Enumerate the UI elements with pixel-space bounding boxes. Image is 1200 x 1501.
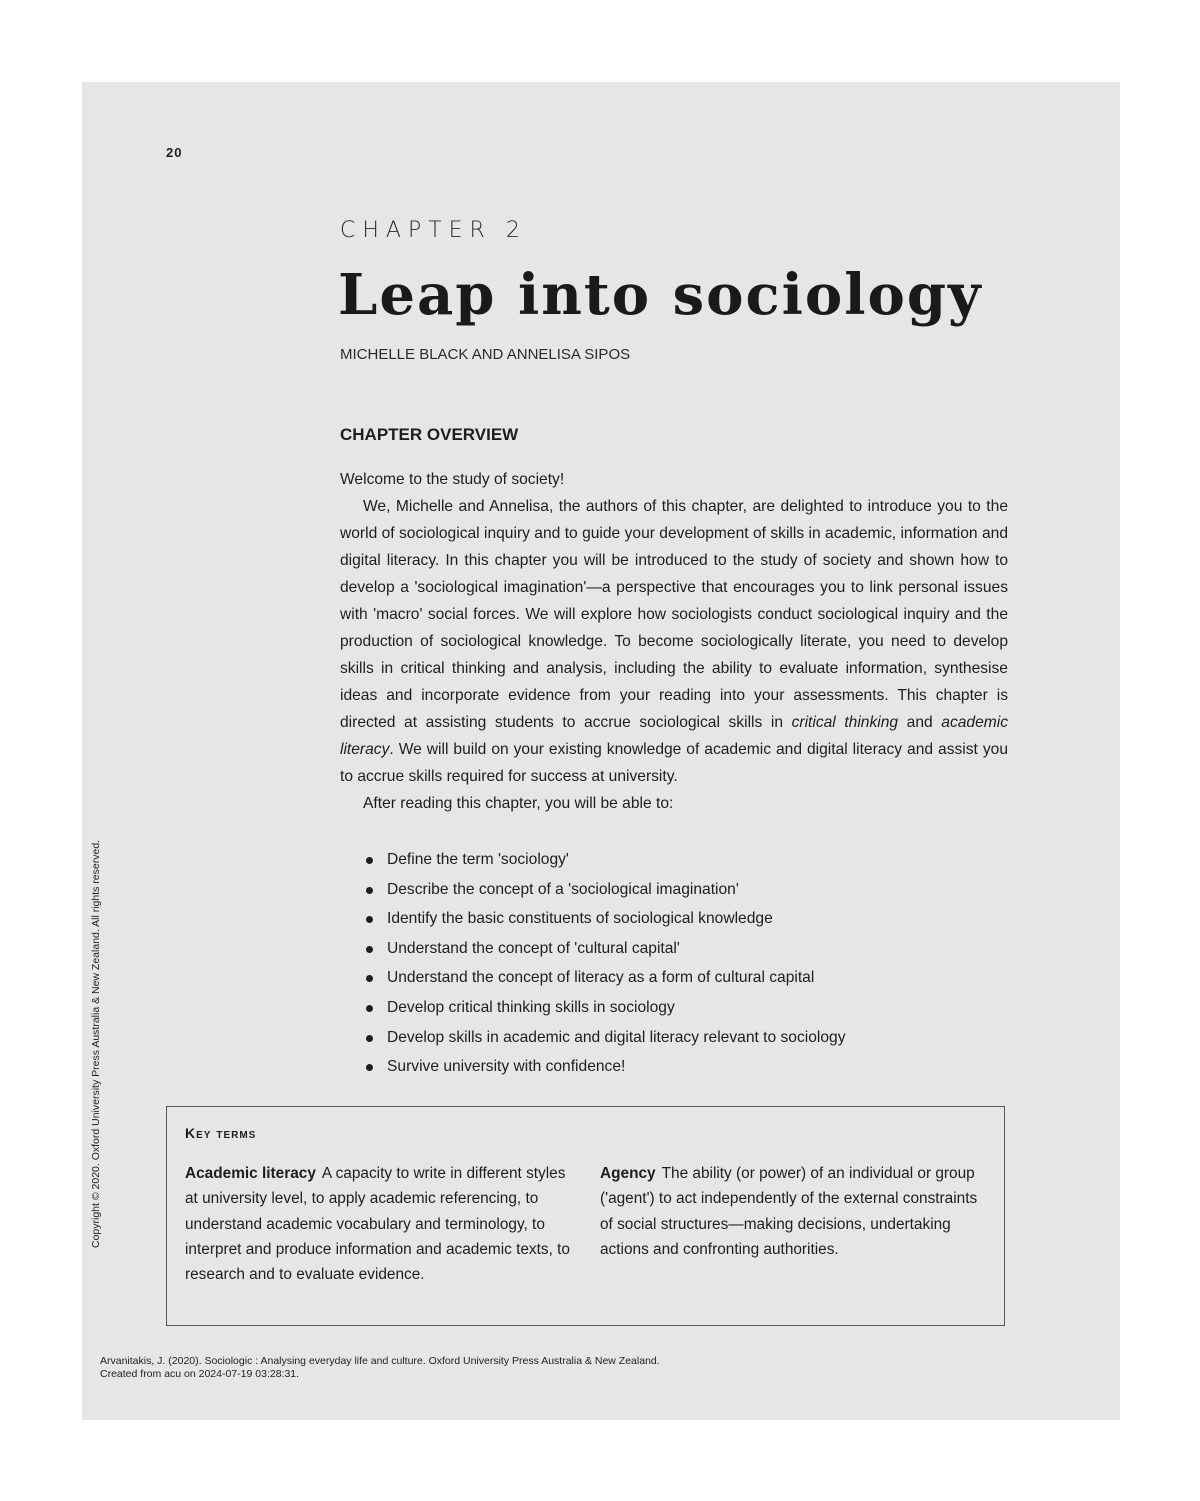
paragraph-text: . We will build on your existing knowledge of academic and digital literacy and assist you to accrue skills required for success at university.: [340, 741, 1008, 785]
key-terms-heading: Key terms: [185, 1125, 257, 1141]
footer: [100, 1355, 660, 1381]
bullet-icon: [366, 1064, 373, 1071]
key-term-definition: A capacity to write in different styles at university level, to apply academic referencing, to understand academic vocabulary and terminology, to interpret and produce information and academic texts, to research and to evaluate evidence.: [185, 1165, 570, 1284]
page-number: 20: [166, 145, 183, 160]
bullet-icon: [366, 946, 373, 953]
emphasis-critical-thinking: critical thinking: [791, 714, 899, 731]
list-item: Understand the concept of 'cultural capital': [340, 934, 1008, 964]
list-item: Understand the concept of literacy as a form of cultural capital: [340, 963, 1008, 993]
chapter-title: Leap into sociology: [338, 262, 983, 328]
key-term-name: Academic literacy: [185, 1165, 316, 1182]
list-item: Identify the basic constituents of sociological knowledge: [340, 904, 1008, 934]
list-item: Develop skills in academic and digital literacy relevant to sociology: [340, 1023, 1008, 1053]
chapter-label: CHAPTER 2: [340, 218, 527, 243]
key-term-name: Agency: [600, 1165, 656, 1182]
list-item: Survive university with confidence!: [340, 1052, 1008, 1082]
learning-objectives-list: [340, 845, 1008, 1082]
key-term-academic-literacy: [185, 1161, 577, 1287]
footer-citation: Arvanitakis, J. (2020). Sociologic : Analysing everyday life and culture. Oxford University Press Australia & New Zealand.: [100, 1355, 660, 1367]
copyright-notice: Copyright © 2020. Oxford University Press Australia & New Zealand. All rights reserved.: [90, 839, 102, 1248]
footer-created: Created from acu on 2024-07-19 03:28:31.: [100, 1368, 300, 1380]
bullet-icon: [366, 887, 373, 894]
key-term-definition: The ability (or power) of an individual or group ('agent') to act independently of the external constraints of social structures—making decisions, undertaking actions and confronting authorities.: [600, 1165, 978, 1258]
document-page: [82, 82, 1120, 1420]
paragraph-text: We, Michelle and Annelisa, the authors of this chapter, are delighted to introduce you to the world of sociological inquiry and to guide your development of skills in academic, information and digital literacy. In this chapter you will be introduced to the study of society and shown how to develop a 'sociological imagination'—a perspective that encourages you to link personal issues with 'macro' social forces. We will explore how sociologists conduct sociological inquiry and the production of sociological knowledge. To become sociologically literate, you need to develop skills in critical thinking and analysis, including the ability to evaluate information, synthesise ideas and incorporate evidence from your reading into your assessments. This chapter is directed at assisting students to accrue sociological skills in: [340, 498, 1008, 731]
overview-paragraph: [340, 493, 1008, 790]
bullet-icon: [366, 975, 373, 982]
bullet-icon: [366, 1005, 373, 1012]
bullet-icon: [366, 916, 373, 923]
key-terms-box: [166, 1106, 1005, 1326]
paragraph-text: and: [898, 714, 942, 731]
list-item: Define the term 'sociology': [340, 845, 1008, 875]
chapter-authors: MICHELLE BLACK AND ANNELISA SIPOS: [340, 346, 631, 363]
bullet-icon: [366, 857, 373, 864]
overview-heading: CHAPTER OVERVIEW: [340, 425, 519, 444]
key-term-agency: [600, 1161, 980, 1262]
welcome-line: Welcome to the study of society!: [340, 471, 565, 488]
overview-body: [340, 466, 1008, 817]
objectives-intro: After reading this chapter, you will be able to:: [363, 795, 674, 812]
bullet-icon: [366, 1035, 373, 1042]
list-item: Describe the concept of a 'sociological imagination': [340, 875, 1008, 905]
list-item: Develop critical thinking skills in sociology: [340, 993, 1008, 1023]
emphasis-academic-literacy: academic literacy: [340, 714, 1009, 758]
